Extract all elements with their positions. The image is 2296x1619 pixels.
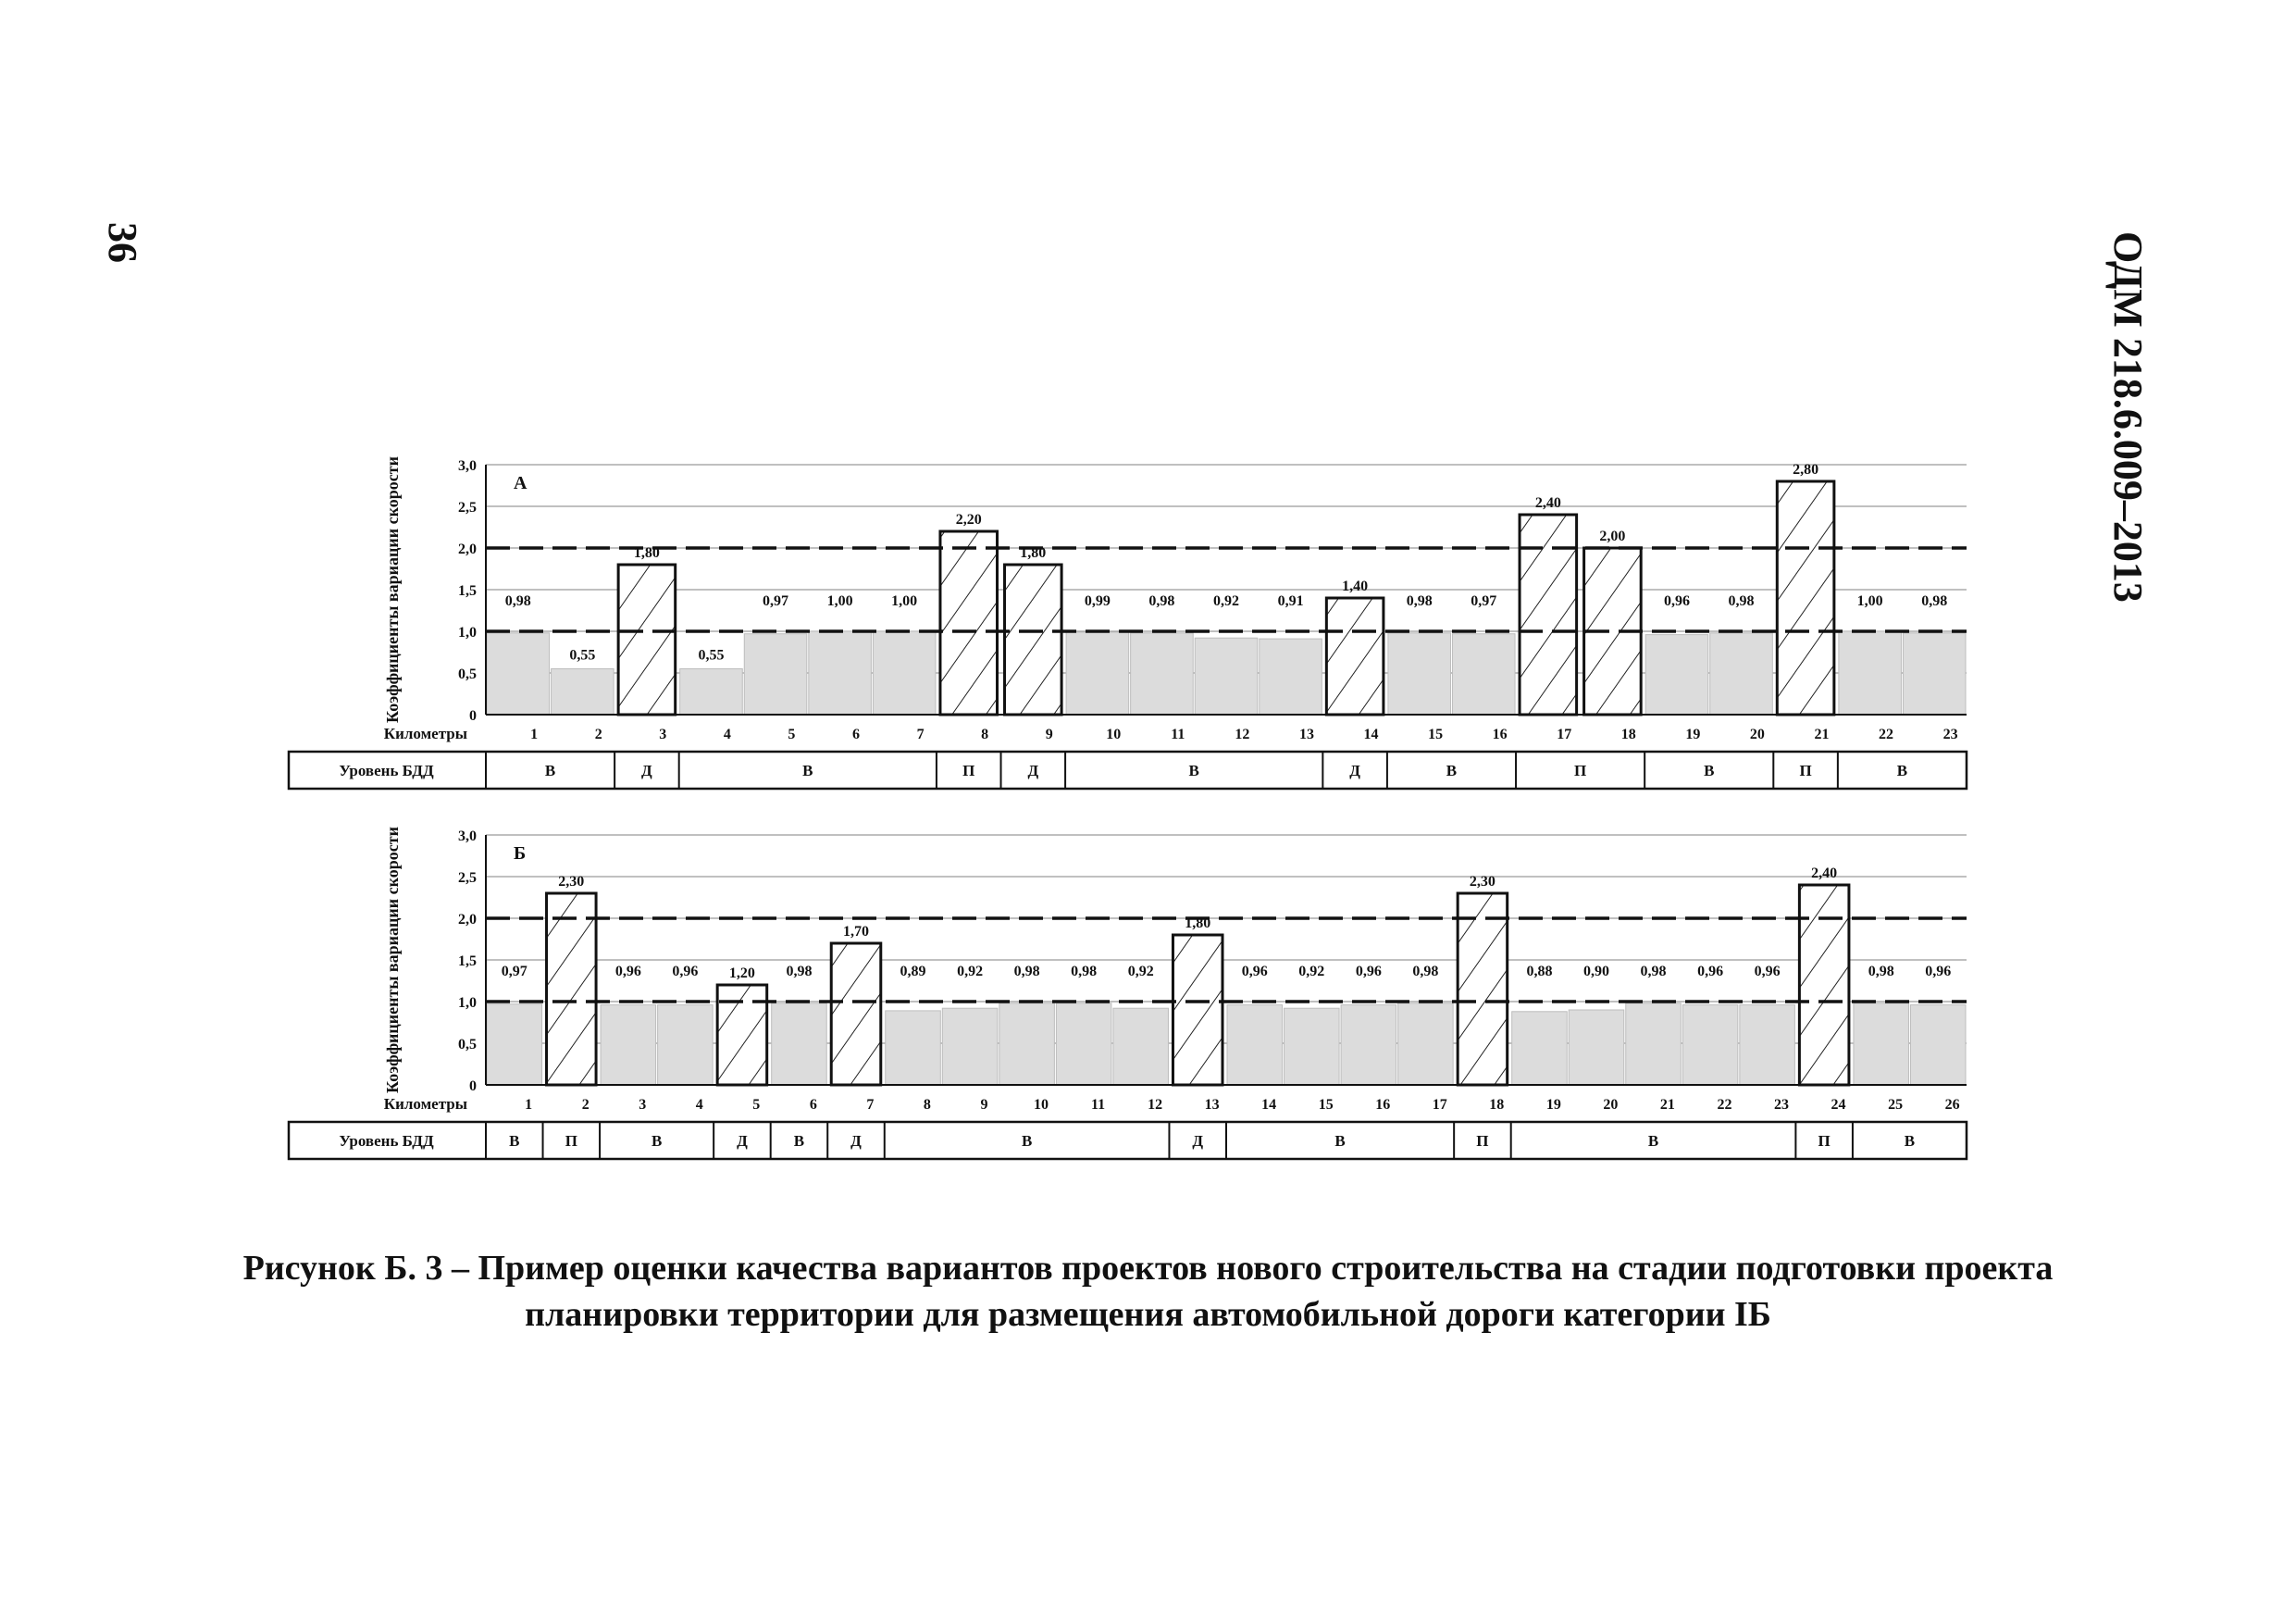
value-label: 0,96 [1925,964,1952,979]
x-tick-label: 19 [1545,1097,1561,1113]
y-tick-label: 2,5 [458,870,477,886]
bar [772,1003,827,1085]
bar-hatched [831,943,881,1085]
x-tick-label: 22 [1717,1097,1732,1113]
value-label: 0,90 [1583,964,1609,979]
x-tick-label: 5 [752,1097,761,1113]
bar [942,1008,998,1085]
x-tick-label: 16 [1492,727,1508,742]
x-tick-label: 18 [1489,1097,1505,1113]
value-labels [502,866,1951,981]
bars [487,885,1966,1085]
page-number: 36 [100,222,145,263]
x-axis-title: Километры [383,725,467,742]
value-label: 1,20 [728,965,755,981]
value-label: 0,89 [900,964,926,979]
safety-level-cell: В [802,762,813,779]
bar [1227,1005,1283,1085]
value-label: 1,80 [1185,915,1211,931]
y-tick-label: 0,5 [458,666,477,682]
safety-level-cell: П [1818,1132,1831,1150]
value-label: 0,55 [569,647,596,664]
x-tick-label: 8 [923,1097,931,1113]
safety-level-cell: В [1704,762,1715,779]
value-label: 2,80 [1793,462,1819,478]
safety-level-frame [289,752,1967,789]
y-tick-label: 1,5 [458,953,477,969]
value-label: 1,80 [633,545,660,561]
value-label: 0,96 [1754,964,1781,979]
safety-level-cell: В [1334,1132,1346,1150]
chart-a [287,454,1980,801]
value-label: 0,97 [501,964,527,979]
bar [1645,635,1708,715]
bar [1056,1003,1111,1085]
value-label: 0,97 [763,593,789,609]
y-tick-label: 2,5 [458,500,477,516]
value-label: 0,55 [698,647,725,664]
x-tick-label: 11 [1171,727,1185,742]
x-tick-label: 23 [1942,727,1958,742]
value-label: 0,92 [1213,593,1239,609]
x-tick-label: 2 [594,727,602,742]
safety-level-cell: В [1188,762,1199,779]
value-label: 0,98 [1640,964,1667,979]
safety-level-cell: П [1573,762,1587,779]
value-label: 0,96 [1355,964,1382,979]
bar-hatched [1005,565,1062,715]
x-tick-label: 22 [1879,727,1894,742]
y-tick-labels [458,458,477,724]
x-tick-label: 1 [530,727,539,742]
document-code: ОДМ 218.6.009–2013 [2105,231,2151,603]
bar [1682,1005,1738,1085]
bar [1285,1008,1340,1085]
x-tick-label: 25 [1888,1097,1904,1113]
x-tick-label: 10 [1106,727,1122,742]
safety-level-row [289,1122,1967,1159]
x-tick-label: 17 [1557,727,1572,742]
y-axis-title: Коэффициенты вариации скорости [383,827,402,1093]
bar [873,631,936,715]
x-tick-label: 15 [1318,1097,1334,1113]
bar-hatched [1520,515,1577,715]
value-label: 0,96 [1697,964,1724,979]
x-tick-label: 6 [852,727,860,742]
bar-hatched [547,893,597,1085]
bar [1740,1005,1795,1085]
bar [680,669,743,716]
safety-level-cell: П [1799,762,1812,779]
safety-level-cell: Д [1349,762,1360,779]
x-tick-label: 4 [723,727,731,742]
bar [1626,1003,1682,1085]
safety-level-cell: Д [737,1132,748,1150]
value-label: 2,30 [1469,874,1496,890]
x-tick-label: 7 [866,1097,875,1113]
y-tick-label: 0,5 [458,1037,477,1052]
bar [1113,1008,1169,1085]
bar [1854,1003,1909,1085]
panel-label: Б [514,843,527,864]
safety-level-cell: В [1896,762,1908,779]
x-tick-labels [530,727,1957,742]
value-label: 0,98 [1148,593,1175,609]
x-tick-label: 14 [1261,1097,1277,1113]
x-tick-label: 9 [1045,727,1053,742]
bar-hatched [1777,481,1834,715]
safety-level-frame [289,1122,1967,1159]
value-label: 0,96 [614,964,641,979]
x-axis-title: Километры [383,1095,467,1113]
x-tick-label: 10 [1034,1097,1049,1113]
bar [552,669,614,716]
caption-line-1: Рисунок Б. 3 – Пример оценки качества вариантов проектов нового строительства на стадии подготовки проекта [242,1249,2054,1288]
safety-level-cell: Д [1027,762,1039,779]
x-tick-label: 1 [525,1097,533,1113]
x-tick-label: 8 [981,727,989,742]
safety-level-cell: В [544,762,556,779]
bar-hatched [1799,885,1849,1085]
y-tick-label: 3,0 [458,458,477,474]
value-label: 1,70 [843,924,869,940]
x-tick-label: 5 [788,727,796,742]
value-label: 0,98 [504,593,531,609]
safety-level-cell: В [1647,1132,1659,1150]
x-tick-label: 9 [980,1097,988,1113]
bar [744,634,807,715]
bar-hatched [717,985,767,1085]
value-label: 0,98 [1406,593,1433,609]
bar [1066,632,1129,715]
bar [1569,1010,1624,1085]
x-tick-label: 26 [1944,1097,1960,1113]
y-tick-label: 2,0 [458,542,477,557]
bar [1398,1003,1454,1085]
x-tick-label: 12 [1235,727,1250,742]
y-tick-label: 1,0 [458,625,477,641]
bar [487,1004,542,1085]
value-label: 0,96 [1663,593,1690,609]
bar [1341,1005,1396,1085]
x-tick-label: 6 [809,1097,817,1113]
safety-level-cell: В [1904,1132,1916,1150]
x-tick-label: 23 [1774,1097,1789,1113]
bar-hatched [618,565,676,715]
x-tick-label: 14 [1363,727,1379,742]
value-label: 0,98 [1868,964,1894,979]
value-label: 2,20 [955,512,982,528]
safety-level-title: Уровень БДД [339,1132,434,1150]
x-tick-label: 11 [1090,1097,1106,1113]
x-tick-labels [525,1097,1959,1113]
value-label: 1,40 [1342,579,1369,594]
x-tick-label: 21 [1659,1097,1675,1113]
x-tick-label: 4 [695,1097,703,1113]
value-label: 2,30 [558,874,585,890]
safety-level-cell: В [1021,1132,1033,1150]
value-label: 0,88 [1526,964,1553,979]
bar [1131,633,1194,715]
bar [809,631,872,715]
x-tick-label: 18 [1620,727,1636,742]
bar-hatched [940,531,998,715]
bar-hatched [1326,598,1384,715]
bar [1260,639,1322,715]
bar-hatched [1458,893,1508,1085]
y-tick-label: 0 [469,1078,477,1094]
safety-level-cell: Д [641,762,652,779]
x-tick-label: 20 [1603,1097,1619,1113]
value-label: 0,99 [1084,593,1111,609]
y-tick-label: 1,0 [458,995,477,1011]
bar [1512,1012,1568,1085]
y-axis-title: Коэффициенты вариации скорости [383,456,402,723]
bar [1195,638,1258,715]
chart-b [287,824,1980,1171]
value-label: 1,00 [1856,593,1883,609]
bar [487,633,550,715]
safety-level-cell: В [651,1132,663,1150]
safety-level-cell: Д [850,1132,862,1150]
x-tick-label: 15 [1428,727,1444,742]
safety-level-cell: Д [1192,1132,1204,1150]
value-label: 0,92 [1127,964,1154,979]
x-tick-label: 16 [1375,1097,1391,1113]
x-tick-label: 24 [1831,1097,1846,1113]
safety-level-cell: П [1476,1132,1489,1150]
x-tick-label: 7 [916,727,925,742]
value-label: 0,97 [1471,593,1497,609]
value-label: 0,92 [1298,964,1325,979]
panel-label: А [514,473,527,493]
bar [601,1005,656,1085]
value-label: 1,80 [1020,545,1047,561]
value-label: 0,98 [1728,593,1755,609]
value-label: 2,40 [1811,866,1838,881]
y-tick-label: 3,0 [458,828,477,844]
value-label: 2,40 [1534,495,1561,511]
bar [1452,634,1515,715]
value-label: 0,96 [1241,964,1268,979]
value-label: 2,00 [1599,529,1626,544]
x-tick-label: 2 [581,1097,590,1113]
value-label: 0,96 [672,964,699,979]
x-tick-label: 3 [639,1097,647,1113]
safety-level-row [289,752,1967,789]
safety-level-cell: В [793,1132,805,1150]
y-tick-label: 0 [469,708,477,724]
figure-caption [0,1245,2296,1338]
safety-level-cell: П [962,762,975,779]
y-tick-label: 1,5 [458,583,477,599]
bar [886,1011,941,1085]
value-label: 0,98 [1921,593,1948,609]
x-tick-label: 3 [659,727,667,742]
value-label: 0,98 [1013,964,1040,979]
bar [1388,633,1451,715]
safety-level-cell: П [565,1132,577,1150]
x-tick-label: 20 [1749,727,1765,742]
bar [1839,631,1902,715]
value-label: 0,98 [786,964,813,979]
y-tick-labels [458,828,477,1094]
bar [658,1005,714,1085]
bar [1710,633,1773,715]
caption-line-2: планировки территории для размещения автомобильной дороги категории IБ [525,1295,1771,1334]
x-tick-label: 19 [1685,727,1701,742]
bar [1903,633,1966,715]
bar [999,1003,1055,1085]
x-tick-label: 17 [1432,1097,1447,1113]
safety-level-cell: В [509,1132,520,1150]
value-label: 0,98 [1071,964,1098,979]
x-tick-label: 13 [1298,727,1314,742]
value-label: 0,91 [1277,593,1304,609]
bar-hatched [1173,935,1222,1085]
value-label: 0,92 [957,964,984,979]
value-label: 1,00 [891,593,918,609]
value-label: 1,00 [826,593,853,609]
safety-level-cell: В [1446,762,1458,779]
value-label: 0,98 [1412,964,1439,979]
x-tick-label: 13 [1204,1097,1220,1113]
safety-level-title: Уровень БДД [339,762,434,779]
x-tick-label: 21 [1814,727,1830,742]
x-tick-label: 12 [1148,1097,1163,1113]
y-tick-label: 2,0 [458,912,477,928]
bar [1910,1005,1966,1085]
